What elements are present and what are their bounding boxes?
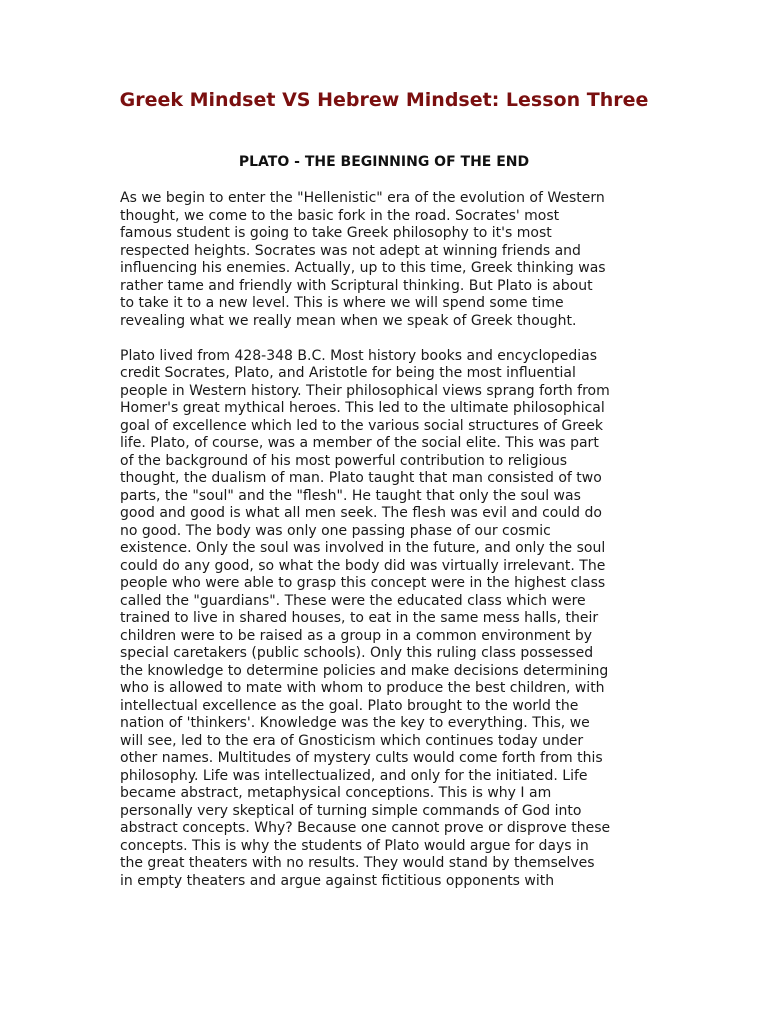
- paragraph-intro: As we begin to enter the "Hellenistic" era of the evolution of Western thought, we come to the basic fork in the road. Socrates' most famous student is going to take Greek philosophy to it's most respected heights. Socrates was not adept at winning friends and influencing his enemies. Actually, up to this time, Greek thinking was rather tame and friendly with Scriptural thinking. But Plato is about to take it to a new level. This is where we will spend some time revealing what we really mean when we speak of Greek thought.: [120, 190, 606, 329]
- document-title: Greek Mindset VS Hebrew Mindset: Lesson Three: [119, 89, 649, 111]
- paragraph-plato: Plato lived from 428-348 B.C. Most history books and encyclopedias credit Socrates, Plato, and Aristotle for being the most influential people in Western history. Their philosophical views sprang forth from Homer's great mythical heroes. This led to the ultimate philosophical goal of excellence which led to the various social structures of Greek life. Plato, of course, was a member of the social elite. This was part of the background of his most powerful contribution to religious thought, the dualism of man. Plato taught that man consisted of two parts, the "soul" and the "flesh". He taught that only the soul was good and good is what all men seek. The flesh was evil and could do no good. The body was only one passing phase of our cosmic existence. Only the soul was involved in the future, and only the soul could do any good, so what the body did was virtually irrelevant. The people who were able to grasp this concept were in the highest class called the "guardians". These were the educated class which were trained to live in shared houses, to eat in the same mess halls, their children were to be raised as a group in a common environment by special caretakers (public schools). Only this ruling class possessed the knowledge to determine policies and make decisions determining who is allowed to mate with whom to produce the best children, with intellectual excellence as the goal. Plato brought to the world the nation of 'thinkers'. Knowledge was the key to everything. This, we will see, led to the era of Gnosticism which continues today under other names. Multitudes of mystery cults would come forth from this philosophy. Life was intellectualized, and only for the initiated. Life became abstract, metaphysical conceptions. This is why I am personally very skeptical of turning simple commands of God into abstract concepts. Why? Because one cannot prove or disprove these concepts. This is why the students of Plato would argue for days in the great theaters with no results. They would stand by themselves in empty theaters and argue against fictitious opponents with: [120, 347, 611, 889]
- document-subtitle: PLATO - THE BEGINNING OF THE END: [238, 154, 530, 170]
- document-body: [120, 190, 656, 908]
